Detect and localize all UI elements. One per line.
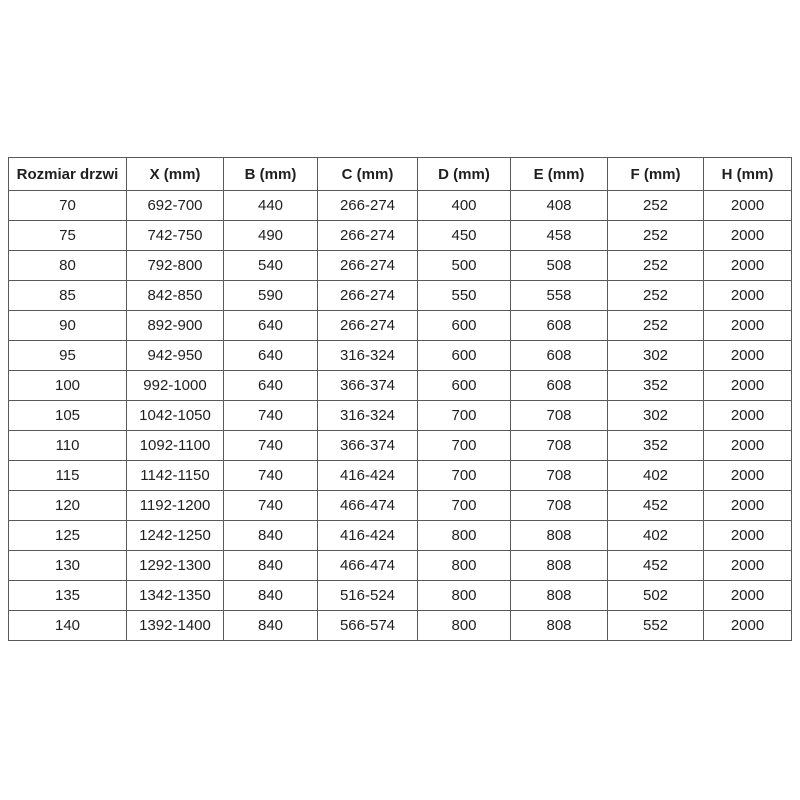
- table-cell: 70: [9, 191, 127, 221]
- table-row: [9, 311, 792, 341]
- table-cell: 125: [9, 521, 127, 551]
- table-cell: 458: [511, 221, 608, 251]
- table-row: [9, 461, 792, 491]
- column-header: B (mm): [224, 158, 318, 191]
- table-cell: 942-950: [127, 341, 224, 371]
- table-cell: 100: [9, 371, 127, 401]
- table-cell: 1092-1100: [127, 431, 224, 461]
- table-cell: 115: [9, 461, 127, 491]
- table-cell: 1242-1250: [127, 521, 224, 551]
- table-row: [9, 521, 792, 551]
- table-cell: 708: [511, 461, 608, 491]
- table-row: [9, 221, 792, 251]
- table-cell: 740: [224, 401, 318, 431]
- table-cell: 402: [608, 521, 704, 551]
- table-cell: 640: [224, 341, 318, 371]
- table-cell: 808: [511, 551, 608, 581]
- table-cell: 440: [224, 191, 318, 221]
- table-cell: 2000: [704, 221, 792, 251]
- table-cell: 1192-1200: [127, 491, 224, 521]
- table-cell: 800: [418, 611, 511, 641]
- table-cell: 452: [608, 491, 704, 521]
- table-cell: 366-374: [318, 371, 418, 401]
- table-cell: 252: [608, 251, 704, 281]
- table-cell: 408: [511, 191, 608, 221]
- table-row: [9, 401, 792, 431]
- table-cell: 1292-1300: [127, 551, 224, 581]
- table-cell: 808: [511, 611, 608, 641]
- table-cell: 130: [9, 551, 127, 581]
- table-cell: 490: [224, 221, 318, 251]
- table-cell: 90: [9, 311, 127, 341]
- table-cell: 558: [511, 281, 608, 311]
- door-size-spec-table: [8, 157, 792, 641]
- table-row: [9, 551, 792, 581]
- table-cell: 808: [511, 581, 608, 611]
- table-cell: 2000: [704, 431, 792, 461]
- table-cell: 252: [608, 221, 704, 251]
- table-cell: 2000: [704, 341, 792, 371]
- table-cell: 302: [608, 401, 704, 431]
- table-cell: 302: [608, 341, 704, 371]
- table-cell: 708: [511, 431, 608, 461]
- table-cell: 416-424: [318, 521, 418, 551]
- table-row: [9, 281, 792, 311]
- table-cell: 700: [418, 491, 511, 521]
- table-header: [9, 158, 792, 191]
- table-cell: 740: [224, 431, 318, 461]
- table-cell: 840: [224, 521, 318, 551]
- column-header: D (mm): [418, 158, 511, 191]
- table-cell: 2000: [704, 611, 792, 641]
- table-cell: 550: [418, 281, 511, 311]
- table-cell: 140: [9, 611, 127, 641]
- table-cell: 2000: [704, 581, 792, 611]
- table-cell: 590: [224, 281, 318, 311]
- table-row: [9, 491, 792, 521]
- table-cell: 566-574: [318, 611, 418, 641]
- table-cell: 800: [418, 521, 511, 551]
- table-cell: 75: [9, 221, 127, 251]
- table-cell: 800: [418, 551, 511, 581]
- table-cell: 1042-1050: [127, 401, 224, 431]
- table-cell: 266-274: [318, 311, 418, 341]
- table-cell: 2000: [704, 191, 792, 221]
- table-cell: 252: [608, 311, 704, 341]
- table-row: [9, 611, 792, 641]
- table-cell: 640: [224, 311, 318, 341]
- table-cell: 105: [9, 401, 127, 431]
- table-cell: 80: [9, 251, 127, 281]
- table-cell: 1392-1400: [127, 611, 224, 641]
- table-cell: 708: [511, 491, 608, 521]
- table-cell: 466-474: [318, 491, 418, 521]
- table-header-row: [9, 158, 792, 191]
- table-cell: 1342-1350: [127, 581, 224, 611]
- table-cell: 892-900: [127, 311, 224, 341]
- table-cell: 600: [418, 311, 511, 341]
- table-cell: 2000: [704, 251, 792, 281]
- table-cell: 740: [224, 461, 318, 491]
- table-cell: 700: [418, 431, 511, 461]
- table-cell: 266-274: [318, 191, 418, 221]
- table-row: [9, 191, 792, 221]
- column-header: F (mm): [608, 158, 704, 191]
- table-cell: 252: [608, 281, 704, 311]
- table-cell: 600: [418, 341, 511, 371]
- table-cell: 316-324: [318, 401, 418, 431]
- table-cell: 95: [9, 341, 127, 371]
- table-cell: 85: [9, 281, 127, 311]
- table-row: [9, 431, 792, 461]
- table-cell: 352: [608, 371, 704, 401]
- table-row: [9, 371, 792, 401]
- table-cell: 692-700: [127, 191, 224, 221]
- table-cell: 508: [511, 251, 608, 281]
- table-cell: 808: [511, 521, 608, 551]
- table-cell: 800: [418, 581, 511, 611]
- table-cell: 266-274: [318, 251, 418, 281]
- table-cell: 266-274: [318, 281, 418, 311]
- table-cell: 608: [511, 371, 608, 401]
- table-cell: 2000: [704, 551, 792, 581]
- column-header: Rozmiar drzwi: [9, 158, 127, 191]
- column-header: E (mm): [511, 158, 608, 191]
- table-cell: 700: [418, 461, 511, 491]
- table-cell: 1142-1150: [127, 461, 224, 491]
- table-cell: 366-374: [318, 431, 418, 461]
- table-cell: 2000: [704, 371, 792, 401]
- table-cell: 842-850: [127, 281, 224, 311]
- table-cell: 466-474: [318, 551, 418, 581]
- column-header: H (mm): [704, 158, 792, 191]
- table-cell: 608: [511, 341, 608, 371]
- table-cell: 540: [224, 251, 318, 281]
- table-cell: 2000: [704, 311, 792, 341]
- table-cell: 352: [608, 431, 704, 461]
- table-cell: 992-1000: [127, 371, 224, 401]
- column-header: X (mm): [127, 158, 224, 191]
- table-cell: 840: [224, 551, 318, 581]
- table-cell: 742-750: [127, 221, 224, 251]
- table-cell: 502: [608, 581, 704, 611]
- table-cell: 135: [9, 581, 127, 611]
- table-row: [9, 251, 792, 281]
- table-cell: 708: [511, 401, 608, 431]
- table-cell: 500: [418, 251, 511, 281]
- table-cell: 2000: [704, 281, 792, 311]
- table-cell: 450: [418, 221, 511, 251]
- table-cell: 840: [224, 611, 318, 641]
- table-cell: 740: [224, 491, 318, 521]
- table-cell: 2000: [704, 461, 792, 491]
- table-cell: 110: [9, 431, 127, 461]
- table-cell: 120: [9, 491, 127, 521]
- table-cell: 600: [418, 371, 511, 401]
- table-body: [9, 191, 792, 641]
- table-cell: 700: [418, 401, 511, 431]
- table-cell: 316-324: [318, 341, 418, 371]
- table-cell: 266-274: [318, 221, 418, 251]
- column-header: C (mm): [318, 158, 418, 191]
- table-cell: 2000: [704, 521, 792, 551]
- table-cell: 2000: [704, 491, 792, 521]
- table-cell: 840: [224, 581, 318, 611]
- table-row: [9, 581, 792, 611]
- table-cell: 416-424: [318, 461, 418, 491]
- table-cell: 452: [608, 551, 704, 581]
- table-cell: 516-524: [318, 581, 418, 611]
- table-cell: 400: [418, 191, 511, 221]
- table-cell: 552: [608, 611, 704, 641]
- table-cell: 402: [608, 461, 704, 491]
- table-row: [9, 341, 792, 371]
- table-cell: 792-800: [127, 251, 224, 281]
- table-cell: 2000: [704, 401, 792, 431]
- table-cell: 252: [608, 191, 704, 221]
- table-cell: 608: [511, 311, 608, 341]
- table-cell: 640: [224, 371, 318, 401]
